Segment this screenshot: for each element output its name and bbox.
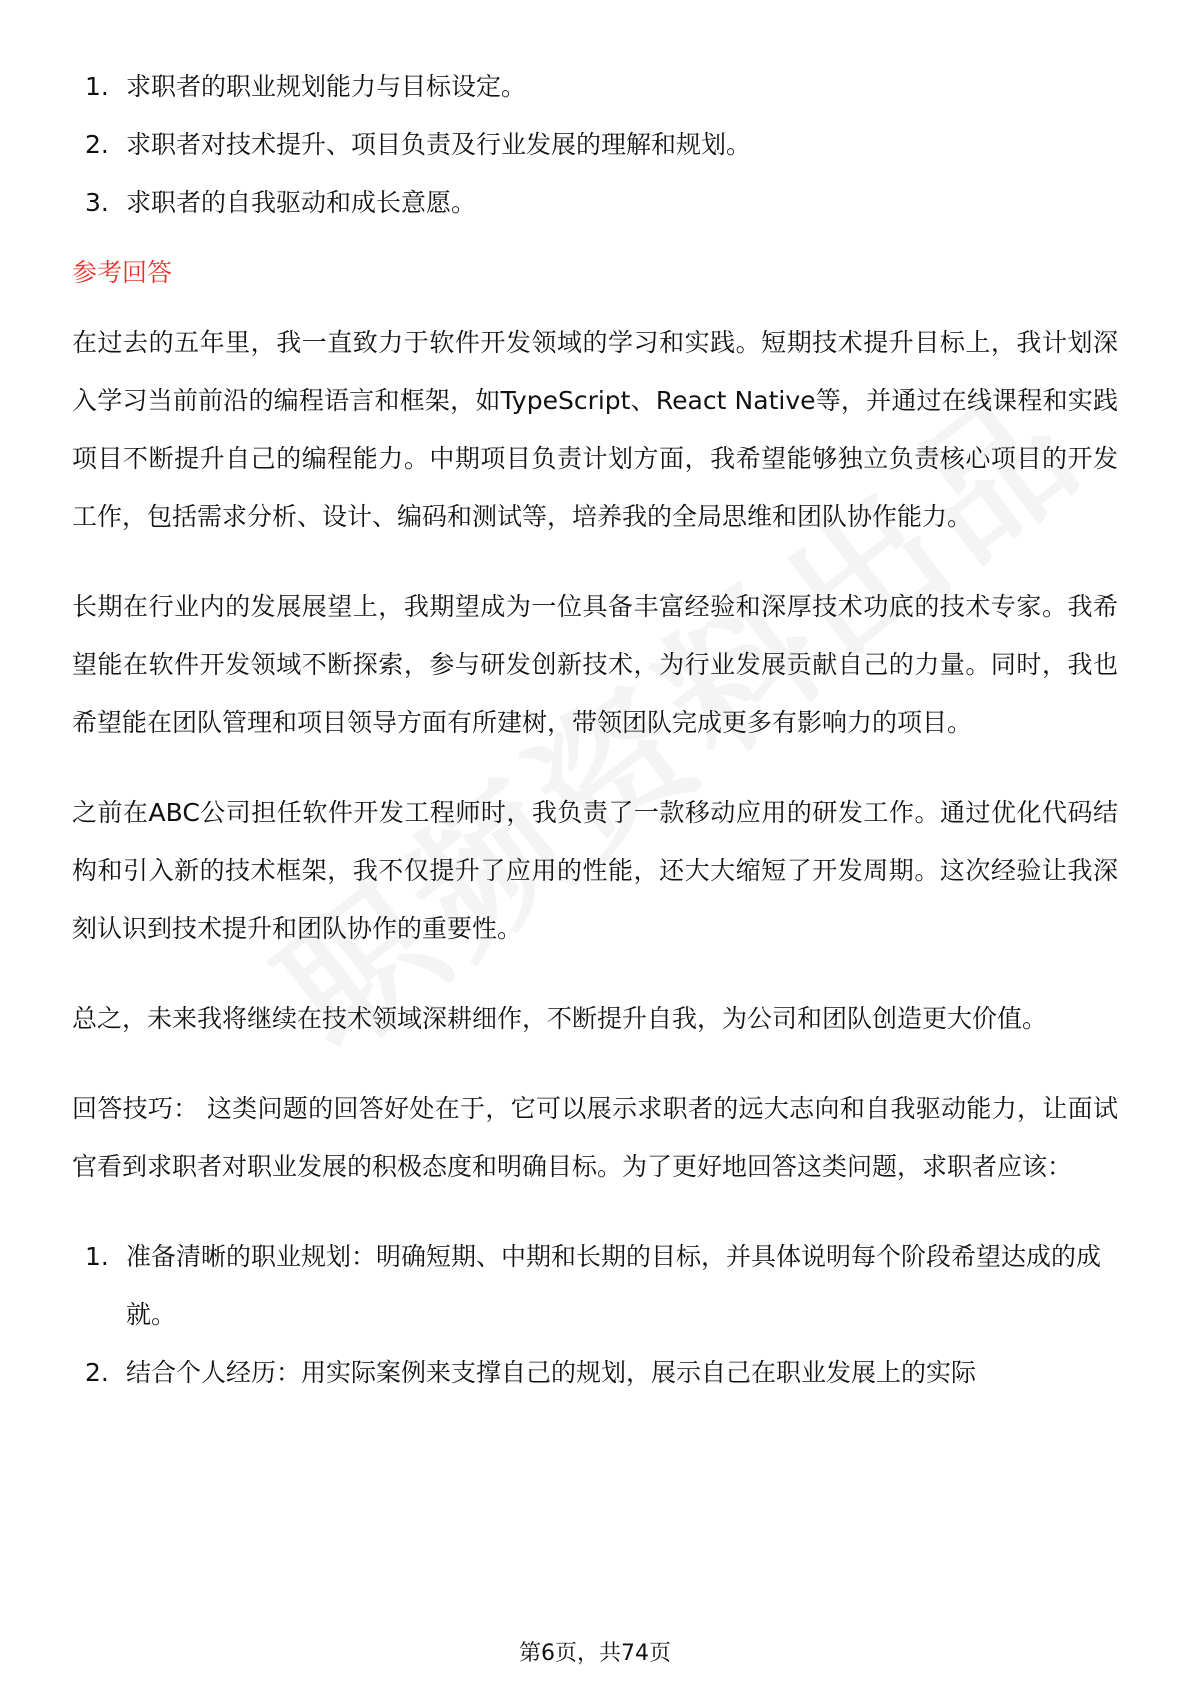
list-item-number: 3. xyxy=(85,188,109,217)
list-item-text: 结合个人经历：用实际案例来支撑自己的规划，展示自己在职业发展上的实际 xyxy=(126,1358,977,1387)
list-item xyxy=(72,174,1118,232)
paragraph: 回答技巧： 这类问题的回答好处在于，它可以展示求职者的远大志向和自我驱动能力，让面试官看到求职者对职业发展的积极态度和明确目标。为了更好地回答这类问题，求职者应该： xyxy=(72,1094,1118,1181)
list-item-number: 1. xyxy=(85,1242,109,1271)
list-item-text: 求职者对技术提升、项目负责及行业发展的理解和规划。 xyxy=(126,130,752,159)
list-item-number: 2. xyxy=(85,1358,109,1387)
list-item xyxy=(72,1344,1118,1402)
list-item-text: 求职者的职业规划能力与目标设定。 xyxy=(126,72,527,101)
list-item-number: 2. xyxy=(85,130,109,159)
paragraph: 之前在ABC公司担任软件开发工程师时，我负责了一款移动应用的研发工作。通过优化代码结构和引入新的技术框架，我不仅提升了应用的性能，还大大缩短了开发周期。这次经验让我深刻认识到技术提升和团队协作的重要性。 xyxy=(72,798,1118,943)
page-footer: 第6页，共74页 xyxy=(519,1641,671,1666)
paragraph: 在过去的五年里，我一直致力于软件开发领域的学习和实践。短期技术提升目标上，我计划深入学习当前前沿的编程语言和框架，如TypeScript、React Native等，并通过在线课程和实践项目不断提升自己的编程能力。中期项目负责计划方面，我希望能够独立负责核心项目的开发工作，包括需求分析、设计、编码和测试等，培养我的全局思维和团队协作能力。 xyxy=(72,328,1118,531)
top-list xyxy=(72,58,1118,232)
list-item-text: 准备清晰的职业规划：明确短期、中期和长期的目标，并具体说明每个阶段希望达成的成就。 xyxy=(126,1242,1102,1329)
paragraph: 总之，未来我将继续在技术领域深耕细作，不断提升自我，为公司和团队创造更大价值。 xyxy=(72,1004,1048,1033)
list-item xyxy=(72,1228,1118,1344)
bottom-list xyxy=(72,1228,1118,1402)
list-item-number: 1. xyxy=(85,72,109,101)
paragraph: 长期在行业内的发展展望上，我期望成为一位具备丰富经验和深厚技术功底的技术专家。我希望能在软件开发领域不断探索，参与研发创新技术，为行业发展贡献自己的力量。同时，我也希望能在团队管理和项目领导方面有所建树，带领团队完成更多有影响力的项目。 xyxy=(72,592,1118,737)
document-page xyxy=(72,58,1118,1402)
list-item-text: 求职者的自我驱动和成长意愿。 xyxy=(126,188,477,217)
list-item xyxy=(72,58,1118,116)
list-item xyxy=(72,116,1118,174)
section-heading: 参考回答 xyxy=(72,258,173,287)
